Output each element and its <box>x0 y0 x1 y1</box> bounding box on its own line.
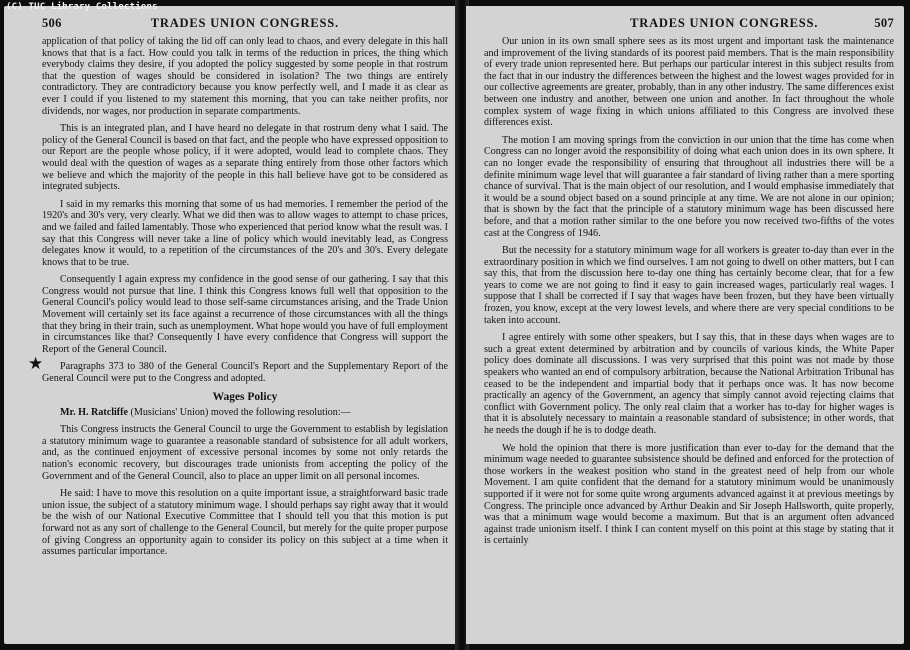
paragraph: This is an integrated plan, and I have heard no delegate in that rostrum deny what I said. The policy of the General Council is based on that fact, and the people who have expressed opposition to our Report are the people whose policy, if it were adopted, would lead to complete chaos. They would deal with the question of wages as a separate thing entirely from those other factors which we believe and which the majority of the people in this hall believe have got to be considered as integrated subjects. <box>42 123 448 193</box>
paragraph: Our union in its own small sphere sees as its most urgent and important task the maintenance and improvement of the living standards of its poorest paid members. That is the main responsibility of every trade union represented here. But perhaps our particular interest in this subject results from the fact that in our industry the differences between the highest and the lowest wages provided for in our collective agreements are greater, probably, than in any other industry. The same differences exist between one industry and another, between one union and another. In fact throughout the whole complex system of wage fixing in which unions affiliated to this Congress are involved these differences exist. <box>484 36 894 129</box>
speaker-name: Mr. H. Ratcliffe <box>60 406 129 418</box>
starred-paragraph <box>28 354 448 385</box>
watermark: (C) TUC Library Collections <box>6 2 158 12</box>
starred-paragraph-text: Paragraphs 373 to 380 of the General Council's Report and the Supplementary Report of the General Council were put to the Congress and adopted. <box>42 361 448 385</box>
right-page-header <box>484 16 894 31</box>
page-number: 506 <box>42 16 62 30</box>
running-title: TRADES UNION CONGRESS. <box>630 16 819 30</box>
resolution-text: This Congress instructs the General Council to urge the Government to establish by legislation a statutory minimum wage to guarantee a reasonable standard of subsistence for all adult workers, and, as the continued enjoyment of excessive personal incomes by some not only retards the nation's economic recovery, but discourages trade unionists from accepting the policy of the Government and of the General Council, also to place an upper limit on all personal incomes. <box>42 424 448 482</box>
paragraph: I said in my remarks this morning that some of us had memories. I remember the period of the 1920's and 30's very, very clearly. What we did then was to allow wages to attempt to chase prices, and we failed and failed lamentably. Those who experienced that period know what the result was. I say that this Congress will never take a line of policy which would inevitably lead, as Congress delegates know it would, to a repetition of the circumstances of the 20's and 30's. Every delegate knows that to be true. <box>42 198 448 268</box>
paragraph: I agree entirely with some other speakers, but I say this, that in these days when wages are to such a great extent determined by arbitration and by councils of various kinds, the White Paper policy does dominate all discussions. I was very surprised that this point was not made by those speakers who wanted an end of compulsory arbitration, because the National Arbitration Tribunal has ceased to be the independent and impartial body that it perhaps once was. It has now become practically an agency of the Government, an agency that simply cannot avoid rejecting claims that conflict with Government policy. The only real claim that a worker has to-day for higher wages is that it is absolutely necessary to maintain a reasonable standard of subsistence; in other words, that he needs the dough if he is to dodge death. <box>484 332 894 436</box>
mover-paragraph <box>42 407 448 419</box>
left-page-header <box>42 16 448 31</box>
left-page-body <box>28 36 448 558</box>
paragraph: But the necessity for a statutory minimum wage for all workers is greater to-day than ever in the extraordinary position in which we find ourselves. I am not going to dwell on other matters, but I can say this, that from the discussion here to-day one thing has certainly become clear, that for a few years to come we are not going to find it easy to gain increased wages, particularly real wages. I suppose that I shall be corrected if I say that wages have been frozen, but they have been virtually frozen, you know, except at the very lowest levels, and where there are very special conditions to be taken into account. <box>484 245 894 326</box>
paragraph: He said: I have to move this resolution on a quite important issue, a straightforward basic trade union issue, the subject of a statutory minimum wage. I should perhaps say right away that it would be the wish of our National Executive Committee that I should tell you that this motion is put forward not as any sort of challenge to the General Council, but merely for the quite proper purpose of giving Congress an opportunity again to consider its policy on this subject at a time when it assumes particular importance. <box>42 488 448 558</box>
right-page <box>466 6 904 644</box>
left-page <box>4 6 458 644</box>
star-icon: ★ <box>28 354 44 375</box>
paragraph: The motion I am moving springs from the conviction in our union that the time has come when Congress can no longer avoid the responsibility of doing what each union does in its own sphere. It can no longer evade the responsibility of ensuring that throughout all industries there will be a definite minimum wage level that will guarantee a fair standard of living rather than a mere sporting chance of survival. That is the main object of our resolution, and I would emphasise immediately that it would be a sound object based on a sound principle at any time. We are not alone in our opinion; that is shown by the fact that the principle of a statutory minimum wage has been discussed here before, and that a motion rather similar to the one before you now received two-fifths of the votes cast at the Congress of 1946. <box>484 134 894 239</box>
paragraph: Consequently I again express my confidence in the good sense of our gathering. I say that this Congress would not pursue that line. I think this Congress knows full well that opposition to the General Council's policy would lead to those self-same circumstances arising, and the Trade Union Movement will certainly set its face against a recurrence of those circumstances with all the things that they bring in their train, such as unemployment. What hope would you have of full employment in circumstances like that? Consequently I have every confidence that Congress will support the Report of the General Council. <box>42 274 448 355</box>
mover-text: (Musicians' Union) moved the following resolution:— <box>128 406 351 418</box>
page-number: 507 <box>874 16 894 30</box>
paragraph: We hold the opinion that there is more justification than ever to-day for the demand that the minimum wage needed to guarantee subsistence should be defined and enforced for the protection of those workers in the weakest position who stand in the greatest need of help from our whole Movement. I am quite confident that the demand for a statutory minimum would be unanimously supported if it were not for some quite wrong arguments advanced against it at previous meetings by Congress. The principle once advanced by Arthur Deakin and Sir Joseph Hallsworth, quite properly, was that a minimum wage would become a maximum. But that is an argument often advanced against trade unionism itself. I think I can content myself on this point at this stage by stating that it is certainly <box>484 442 894 547</box>
section-heading: Wages Policy <box>212 390 278 403</box>
right-page-body <box>484 36 894 547</box>
paragraph: application of that policy of taking the lid off can only lead to chaos, and every delegate in this hall knows that that is a fact. How could you talk in terms of the reduction in prices, the thing which everybody claims they desire, if you adopted the policy suggested by some people in that rostrum that the question of wages should be considered in isolation? The two things are entirely contradictory. They are contradictory because you know perfectly well, and I made it as clear as ever I could if you listened to my statement this morning, that you can take neither profits, nor dividends, nor wages, nor production in separate compartments. <box>42 36 448 117</box>
running-title: TRADES UNION CONGRESS. <box>150 16 339 30</box>
